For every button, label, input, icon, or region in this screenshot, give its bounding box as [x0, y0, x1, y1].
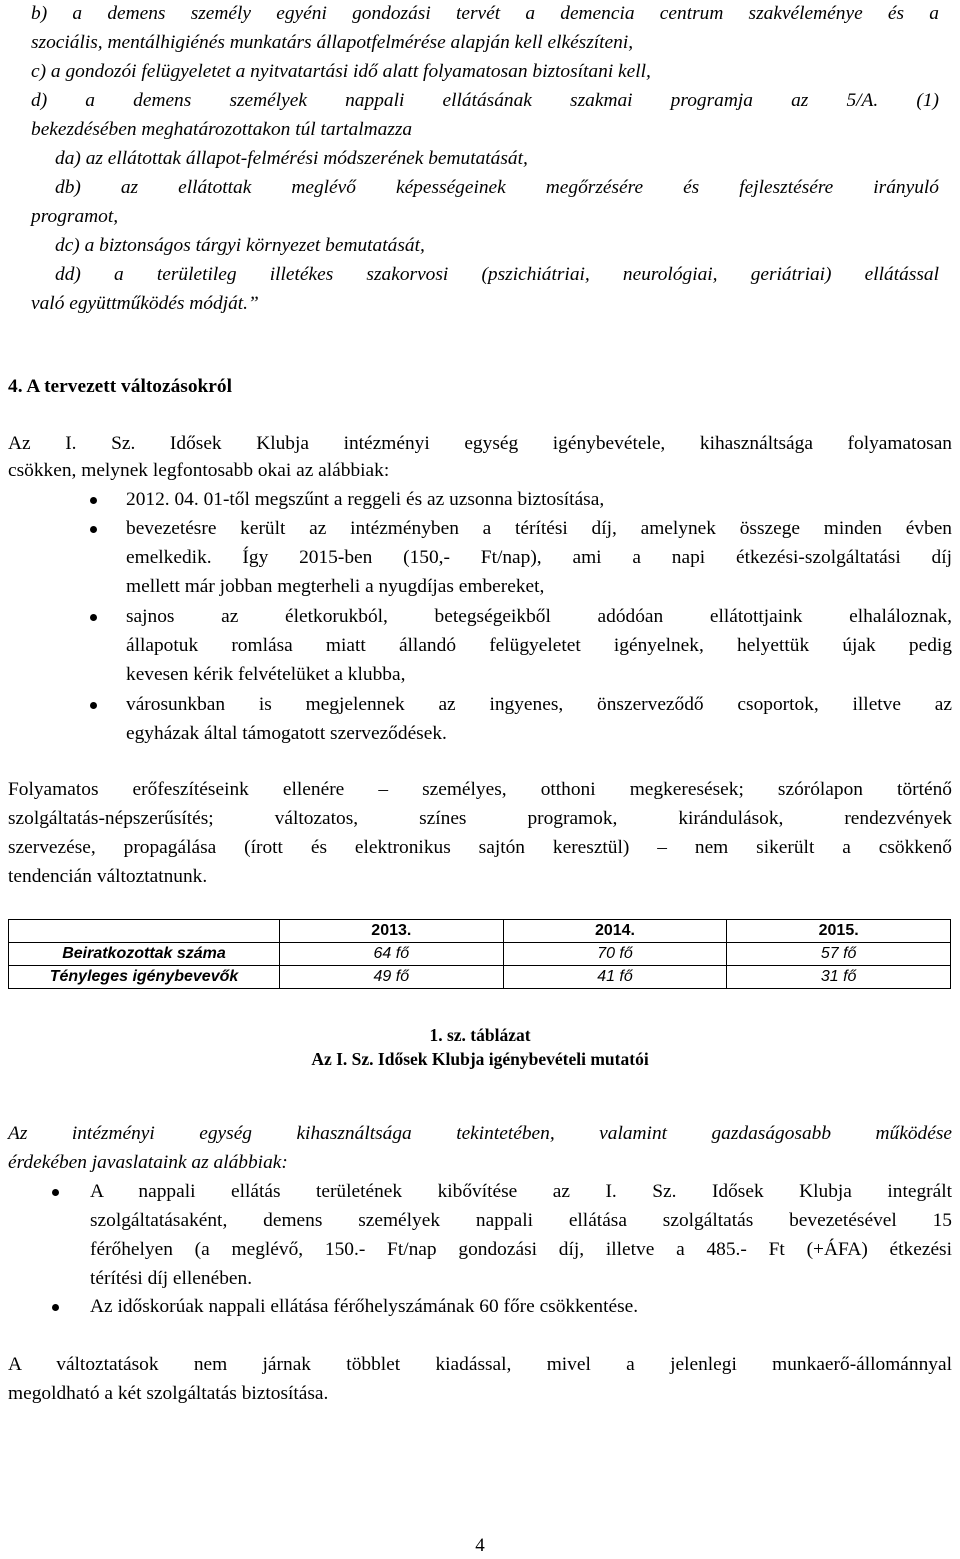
proposals-intro-cont: érdekében javaslataink az alábbiak:: [8, 1152, 288, 1173]
reason-bullet-4: városunkban is megjelennek az ingyenes, önszerveződő csoportok, illetve az: [126, 694, 952, 715]
reason-bullet-1: 2012. 04. 01-től megszűnt a reggeli és az uzsonna biztosítása,: [126, 489, 605, 510]
proposals-intro: Az intézményi egység kihasználtsága tekintetében, valamint gazdaságosabb működése: [8, 1123, 952, 1144]
section-intro-cont: csökken, melynek legfontosabb okai az alábbiak:: [8, 460, 390, 481]
list-item-b: b) a demens személy egyéni gondozási tervét a demencia centrum szakvéleménye és a: [31, 3, 939, 24]
table-cell: 70 fő: [503, 943, 727, 966]
bullet-icon: [90, 526, 97, 533]
bullet-icon: [90, 497, 97, 504]
efforts-paragraph: Folyamatos erőfeszítéseink ellenére – személyes, otthoni megkeresések; szórólapon történő: [8, 779, 952, 800]
table-row-label: Tényleges igénybevevők: [9, 966, 280, 989]
table-corner-cell: [9, 920, 280, 943]
list-item-d-cont: bekezdésében meghatározottakon túl tartalmazza: [31, 119, 413, 140]
list-item-dd: dd) a területileg illetékes szakorvosi (pszichiátriai, neurológiai, geriátriai) ellátással: [55, 264, 939, 285]
table-cell: 57 fő: [727, 943, 951, 966]
table-cell: 41 fő: [503, 966, 727, 989]
table-header-cell: 2015.: [727, 920, 951, 943]
table-caption-number: 1. sz. táblázat: [429, 1025, 531, 1045]
table-row: [9, 943, 951, 966]
bullet-icon: [52, 1304, 59, 1311]
list-item-c: c) a gondozói felügyeletet a nyitvatartási idő alatt folyamatosan biztosítani kell,: [31, 61, 651, 82]
list-item-db: db) az ellátottak meglévő képességeinek megőrzésére és fejlesztésére irányuló: [55, 177, 939, 198]
page-number: 4: [475, 1535, 485, 1556]
proposal-item-1-cont: férőhelyen (a meglévő, 150.- Ft/nap gondozási díj, illetve a 485.- Ft (+ÁFA) étkezési: [90, 1239, 952, 1260]
table-caption-title: Az I. Sz. Idősek Klubja igénybevételi mutatói: [311, 1049, 649, 1069]
bullet-icon: [90, 614, 97, 621]
table-cell: 49 fő: [280, 966, 504, 989]
efforts-paragraph-cont: szolgáltatás-népszerűsítés; változatos, színes programok, kirándulások, rendezvények: [8, 808, 952, 829]
list-item-d: d) a demens személyek nappali ellátásának szakmai programja az 5/A. (1): [31, 90, 939, 111]
reason-bullet-4-cont: egyházak által támogatott szerveződések.: [126, 723, 447, 744]
reason-bullet-2-cont: mellett már jobban megterheli a nyugdíjas embereket,: [126, 576, 545, 597]
list-item-da: da) az ellátottak állapot-felmérési módszerének bemutatását,: [55, 148, 528, 169]
proposal-item-1-cont: szolgáltatásaként, demens személyek nappali ellátása szolgáltatás bevezetésével 15: [90, 1210, 952, 1231]
reason-bullet-3-cont: állapotuk romlása miatt állandó felügyeletet igényelnek, helyettük újak pedig: [126, 635, 952, 656]
section-intro: Az I. Sz. Idősek Klubja intézményi egység igénybevétele, kihasználtsága folyamatosan: [8, 433, 952, 454]
proposal-item-2: Az időskorúak nappali ellátása férőhelyszámának 60 főre csökkentése.: [90, 1296, 639, 1317]
reason-bullet-3-cont: kevesen kérik felvételüket a klubba,: [126, 664, 406, 685]
closing-paragraph-cont: megoldható a két szolgáltatás biztosítása.: [8, 1383, 329, 1404]
reason-bullet-2: bevezetésre került az intézményben a térítési díj, amelynek összege minden évben: [126, 518, 952, 539]
table-cell: 64 fő: [280, 943, 504, 966]
efforts-paragraph-cont: szervezése, propagálása (írott és elektronikus sajtón keresztül) – nem sikerült a csökkenő: [8, 837, 952, 858]
section-heading: 4. A tervezett változásokról: [8, 376, 232, 397]
list-item-db-cont: programot,: [31, 206, 119, 227]
table-header-row: [9, 920, 951, 943]
bullet-icon: [90, 702, 97, 709]
list-item-b-cont: szociális, mentálhigiénés munkatárs állapotfelmérése alapján kell elkészíteni,: [31, 32, 634, 53]
efforts-paragraph-cont: tendencián változtatnunk.: [8, 866, 208, 887]
list-item-dc: dc) a biztonságos tárgyi környezet bemutatását,: [55, 235, 425, 256]
table-row: [9, 966, 951, 989]
reason-bullet-2-cont: emelkedik. Így 2015-ben (150,- Ft/nap), ami a napi étkezési-szolgáltatási díj: [126, 547, 952, 568]
table-header-cell: 2013.: [280, 920, 504, 943]
closing-paragraph: A változtatások nem járnak többlet kiadással, mivel a jelenlegi munkaerő-állománnyal: [8, 1354, 952, 1375]
reason-bullet-3: sajnos az életkorukból, betegségeikből adódóan ellátottjaink elhaláloznak,: [126, 606, 952, 627]
bullet-icon: [52, 1189, 59, 1196]
table-header-cell: 2014.: [503, 920, 727, 943]
proposal-item-1: A nappali ellátás területének kibővítése az I. Sz. Idősek Klubja integrált: [90, 1181, 952, 1202]
table-cell: 31 fő: [727, 966, 951, 989]
utilization-table: [8, 919, 951, 989]
table-row-label: Beiratkozottak száma: [9, 943, 280, 966]
list-item-dd-cont: való együttműködés módját.”: [31, 293, 259, 314]
proposal-item-1-cont: térítési díj ellenében.: [90, 1268, 253, 1289]
